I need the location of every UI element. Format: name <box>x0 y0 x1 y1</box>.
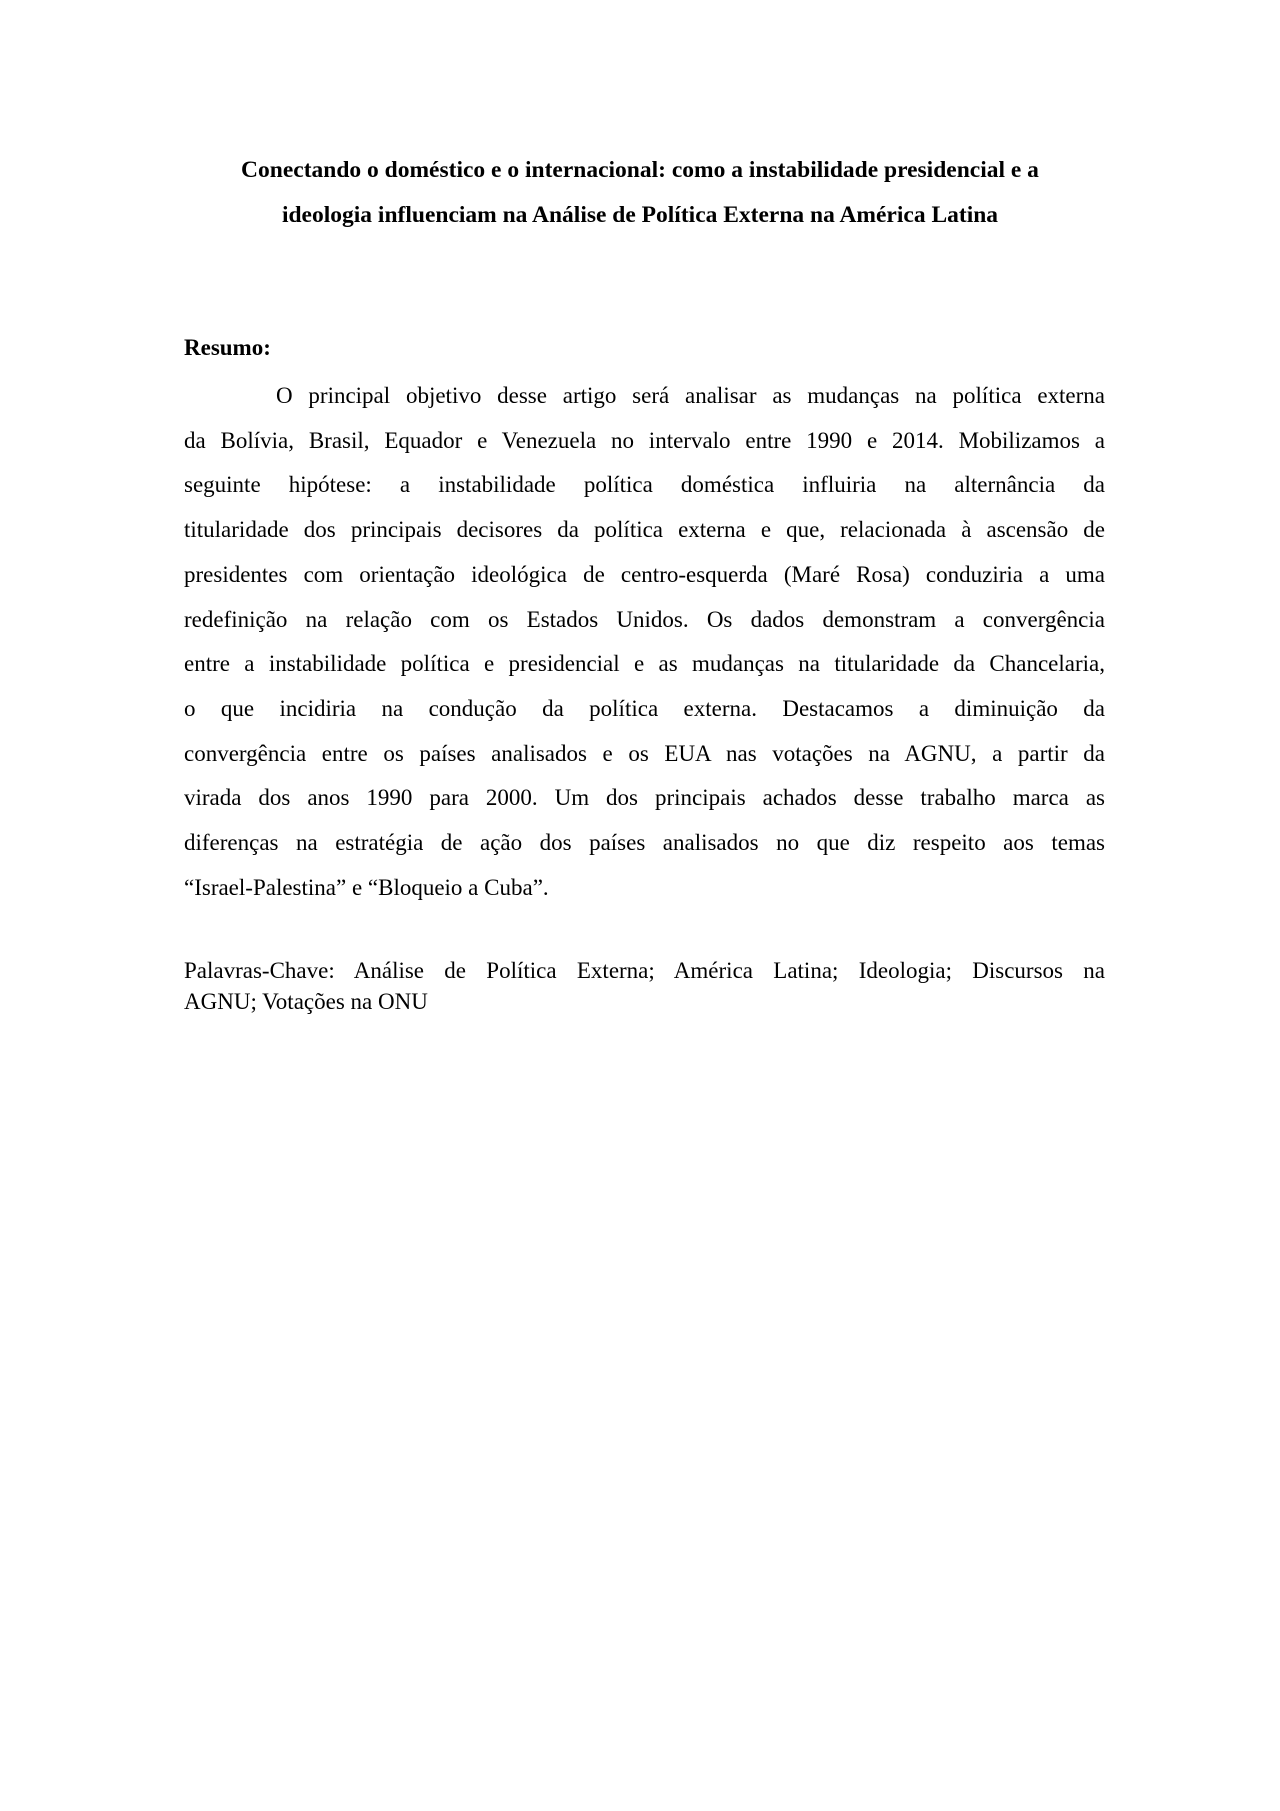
abstract-line: seguinte hipótese: a instabilidade política doméstica influiria na alternância da <box>184 472 1105 498</box>
abstract-line: O principal objetivo desse artigo será analisar as mudanças na política externa <box>276 383 1105 408</box>
keywords-line: Palavras-Chave: Análise de Política Externa; América Latina; Ideologia; Discursos na <box>184 958 1105 983</box>
abstract-line: titularidade dos principais decisores da política externa e que, relacionada à ascensão de <box>184 517 1105 543</box>
abstract-body <box>184 374 1105 910</box>
title-line: Conectando o doméstico e o internacional: como a instabilidade presidencial e a <box>241 157 1039 183</box>
abstract-heading: Resumo: <box>184 335 271 360</box>
abstract-line: presidentes com orientação ideológica de centro-esquerda (Maré Rosa) conduziria a uma <box>184 561 1105 587</box>
paper-title <box>180 148 1100 238</box>
abstract-line: redefinição na relação com os Estados Unidos. Os dados demonstram a convergência <box>184 606 1105 632</box>
abstract-line: da Bolívia, Brasil, Equador e Venezuela no intervalo entre 1990 e 2014. Mobilizamos a <box>184 427 1105 453</box>
abstract-line: o que incidiria na condução da política externa. Destacamos a diminuição da <box>184 695 1105 721</box>
keywords-line: AGNU; Votações na ONU <box>184 989 428 1014</box>
abstract-line: virada dos anos 1990 para 2000. Um dos principais achados desse trabalho marca as <box>184 785 1105 811</box>
abstract-line: “Israel-Palestina” e “Bloqueio a Cuba”. <box>184 874 549 900</box>
title-line: ideologia influenciam na Análise de Política Externa na América Latina <box>281 202 999 228</box>
abstract-line: diferenças na estratégia de ação dos países analisados no que diz respeito aos temas <box>184 830 1105 856</box>
keywords <box>184 955 1105 1017</box>
abstract-line: convergência entre os países analisados e os EUA nas votações na AGNU, a partir da <box>184 740 1105 766</box>
abstract-line: entre a instabilidade política e presidencial e as mudanças na titularidade da Chancelaria, <box>184 651 1105 677</box>
